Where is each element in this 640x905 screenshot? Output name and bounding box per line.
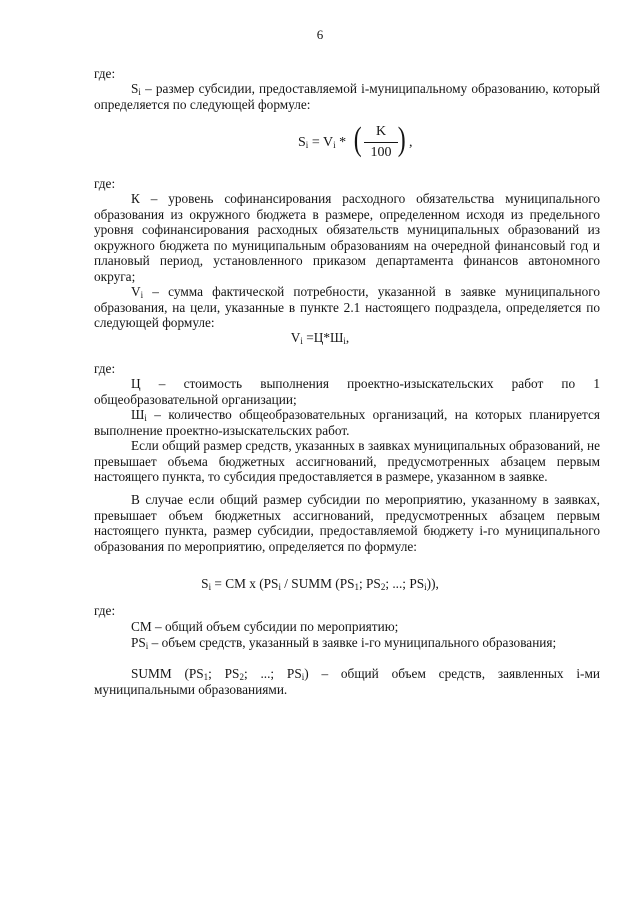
k-definition: К – уровень софинансирования расходного обязательства муниципального образования из окружного бюджета в размере, определенном исходя из предельного уровня софинансирования расходных обязательств муниципальных образований из окружного бюджета по муниципальным образованиям на очередной финансовый год и плановый период, установленного приказом департамента финансов автономного округа;: [94, 191, 600, 284]
formula-subsidy-size: $S_i = V_i$ * ( K 100 ) ,: [298, 121, 413, 160]
if-exceeds-paragraph: В случае если общий размер субсидии по мероприятию, указанному в заявках, превышает объем бюджетных ассигнований, предусмотренных абзацем первым настоящего пункта, размер субсидии, предоставляемой бюджету i-го муниципального образования по мероприятию, определяется по формуле:: [94, 492, 600, 554]
summ-definition: SUMM ($PS_1$; $PS_2$; ...; $PS_i$) – общий объем средств, заявленных i-ми муниципальными образованиями.: [94, 666, 600, 697]
where-label-2: где:: [94, 176, 116, 191]
where-label-4: где:: [94, 603, 116, 618]
where-label-1: где:: [94, 66, 116, 81]
formula-vi: $V_i =Ц*Ш_i$,: [290, 330, 350, 346]
vi-definition: $V_i$ – сумма фактической потребности, указанной в заявке муниципального образования, на цели, указанные в пункте 2.1 настоящего подраздела, определяется по следующей формуле:: [94, 284, 600, 331]
c-definition: Ц – стоимость выполнения проектно-изыскательских работ по 1 общеобразовательной организации;: [94, 376, 600, 407]
left-paren-icon: (: [353, 121, 362, 158]
where-label-3: где:: [94, 361, 116, 376]
psi-definition: $PS_i$ – объем средств, указанный в заявке i-го муниципального образования;: [131, 635, 557, 651]
if-total-paragraph: Если общий размер средств, указанных в заявках муниципальных образований, не превышает объема бюджетных ассигнований, предусмотренных абзацем первым настоящего пункта, то субсидия предоставляется в размере, указанном в заявке.: [94, 438, 600, 485]
page-number: 6: [316, 27, 324, 42]
fraction: K 100: [364, 124, 398, 161]
right-paren-icon: ): [397, 121, 406, 158]
si-definition: $S_i$ – размер субсидии, предоставляемой i-муниципальному образованию, который определяется по следующей формуле:: [94, 81, 600, 112]
cm-definition: CM – общий объем субсидии по мероприятию;: [131, 619, 399, 634]
sh-definition: $Ш_i$ – количество общеобразовательных организаций, на которых планируется выполнение проектно-изыскательских работ.: [94, 407, 600, 438]
formula-si-distribution: $S_i$ = CM x ($PS_i$ / SUMM ($PS_1$; $PS_2$; ...; $PS_i$)),: [201, 576, 439, 592]
